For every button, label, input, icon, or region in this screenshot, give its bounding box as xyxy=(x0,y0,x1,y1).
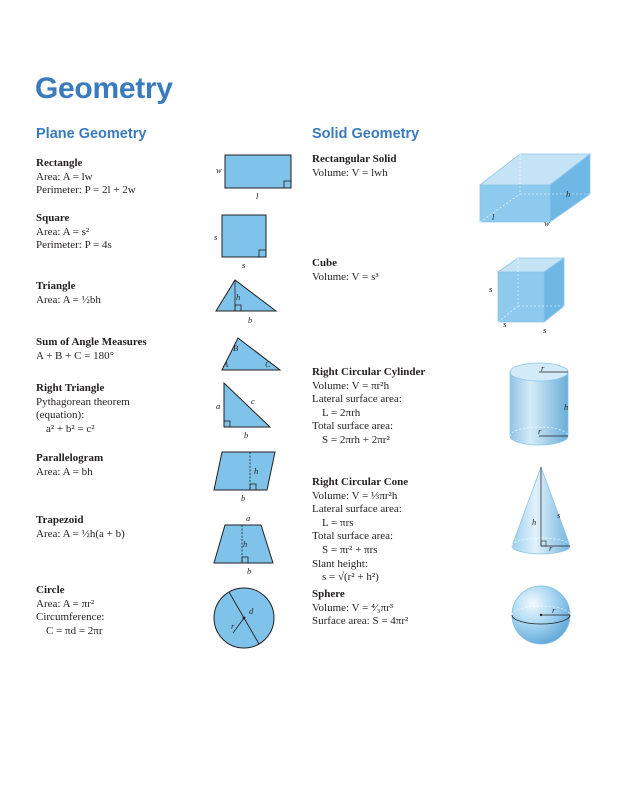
plane-geometry-heading: Plane Geometry xyxy=(36,126,147,142)
cone-lateral-label: Lateral surface area: xyxy=(312,503,402,516)
circle-area: Area: A = πr² xyxy=(36,597,95,610)
rectangle-perimeter: Perimeter: P = 2l + 2w xyxy=(36,184,136,197)
rect-solid-name: Rectangular Solid xyxy=(312,153,397,165)
cylinder-total: S = 2πrh + 2πr² xyxy=(322,433,390,446)
cylinder-h-label: h xyxy=(564,402,569,412)
cylinder-figure xyxy=(510,363,568,445)
right-triangle-line2: (equation): xyxy=(36,409,85,422)
rectangle-area: Area: A = lw xyxy=(36,170,93,183)
cube-s-label-2: s xyxy=(503,319,507,329)
rectangle-name: Rectangle xyxy=(36,157,83,169)
page-title: Geometry xyxy=(35,72,173,105)
trapezoid-name: Trapezoid xyxy=(36,514,84,526)
sphere-volume: Volume: V = ⁴⁄₃πr³ xyxy=(312,601,394,614)
cylinder-r-bottom-label: r xyxy=(538,426,542,436)
sphere-figure xyxy=(512,586,570,644)
right-triangle-line3: a² + b² = c² xyxy=(46,422,95,435)
cone-total-label: Total surface area: xyxy=(312,530,394,543)
circle-d-label: d xyxy=(249,606,254,616)
cube-figure xyxy=(489,258,564,335)
circle-figure xyxy=(214,588,274,648)
cylinder-lateral-label: Lateral surface area: xyxy=(312,393,402,406)
cone-name: Right Circular Cone xyxy=(312,476,409,488)
rect-solid-l-label: l xyxy=(492,212,495,222)
parallelogram-b-label: b xyxy=(241,493,246,503)
square-perimeter: Perimeter: P = 4s xyxy=(36,239,112,252)
right-triangle-c-label: c xyxy=(251,396,255,406)
rect-solid-w-label: w xyxy=(544,218,550,228)
right-triangle-figure xyxy=(216,383,270,440)
trapezoid-h-label: h xyxy=(243,539,248,549)
cone-r-label: r xyxy=(549,543,553,553)
cone-slant-label: Slant height: xyxy=(312,557,368,570)
cylinder-lateral: L = 2πrh xyxy=(322,406,361,419)
parallelogram-area: Area: A = bh xyxy=(36,465,93,478)
right-triangle-a-label: a xyxy=(216,401,221,411)
parallelogram-h-label: h xyxy=(254,466,259,476)
cube-s-label-3: s xyxy=(543,325,547,335)
circle-circumference: C = πd = 2πr xyxy=(46,624,103,637)
angle-a-label: A xyxy=(223,359,229,369)
cone-figure xyxy=(512,467,570,554)
cone-s-label: s xyxy=(557,510,561,520)
cone-lateral: L = πrs xyxy=(322,516,354,529)
rect-solid-figure xyxy=(480,154,590,228)
square-figure xyxy=(214,215,266,270)
triangle-b-label: b xyxy=(248,315,253,325)
rectangle-figure xyxy=(216,155,291,201)
triangle-area: Area: A = ½bh xyxy=(36,293,101,306)
cone-slant: s = √(r² + h²) xyxy=(322,571,379,584)
angle-sum-equation: A + B + C = 180° xyxy=(36,349,115,362)
circle-circumference-label: Circumference: xyxy=(36,611,105,624)
triangle-h-label: h xyxy=(236,292,241,302)
sphere-surface: Surface area: S = 4πr² xyxy=(312,615,409,628)
rectangle-l-label: l xyxy=(256,191,259,201)
rect-solid-h-label: h xyxy=(566,189,571,199)
sphere-name: Sphere xyxy=(312,588,345,600)
trapezoid-figure xyxy=(214,513,273,576)
cube-s-label-1: s xyxy=(489,284,493,294)
cylinder-r-top-label: r xyxy=(541,363,545,373)
cone-total: S = πr² + πrs xyxy=(322,543,378,556)
circle-r-label: r xyxy=(231,621,235,631)
parallelogram-figure xyxy=(214,452,275,503)
cylinder-total-label: Total surface area: xyxy=(312,420,394,433)
cone-volume: Volume: V = ⅓πr²h xyxy=(312,489,398,502)
cube-name: Cube xyxy=(312,257,338,269)
rect-solid-volume: Volume: V = lwh xyxy=(312,166,388,179)
triangle-figure xyxy=(216,280,276,325)
angle-c-label: C xyxy=(265,359,271,369)
square-name: Square xyxy=(36,212,70,224)
circle-name: Circle xyxy=(36,584,65,596)
square-area: Area: A = s² xyxy=(36,225,90,238)
cone-h-label: h xyxy=(532,517,537,527)
trapezoid-b-label: b xyxy=(247,566,252,576)
right-triangle-line1: Pythagorean theorem xyxy=(36,395,130,408)
cube-volume: Volume: V = s³ xyxy=(312,270,379,283)
right-triangle-name: Right Triangle xyxy=(36,382,105,394)
trapezoid-a-label: a xyxy=(246,513,251,523)
angle-triangle-figure xyxy=(218,337,280,370)
angle-b-label: B xyxy=(233,343,239,353)
solid-geometry-heading: Solid Geometry xyxy=(312,126,420,142)
square-side-label: s xyxy=(214,232,218,242)
parallelogram-name: Parallelogram xyxy=(36,452,104,464)
trapezoid-area: Area: A = ½h(a + b) xyxy=(36,527,125,540)
angle-sum-name: Sum of Angle Measures xyxy=(36,336,147,348)
right-triangle-b-label: b xyxy=(244,430,249,440)
square-bottom-label: s xyxy=(242,260,246,270)
triangle-name: Triangle xyxy=(36,280,76,292)
cylinder-name: Right Circular Cylinder xyxy=(312,366,426,378)
cylinder-volume: Volume: V = πr²h xyxy=(312,379,390,392)
sphere-r-label: r xyxy=(552,605,556,615)
rectangle-w-label: w xyxy=(216,165,222,175)
